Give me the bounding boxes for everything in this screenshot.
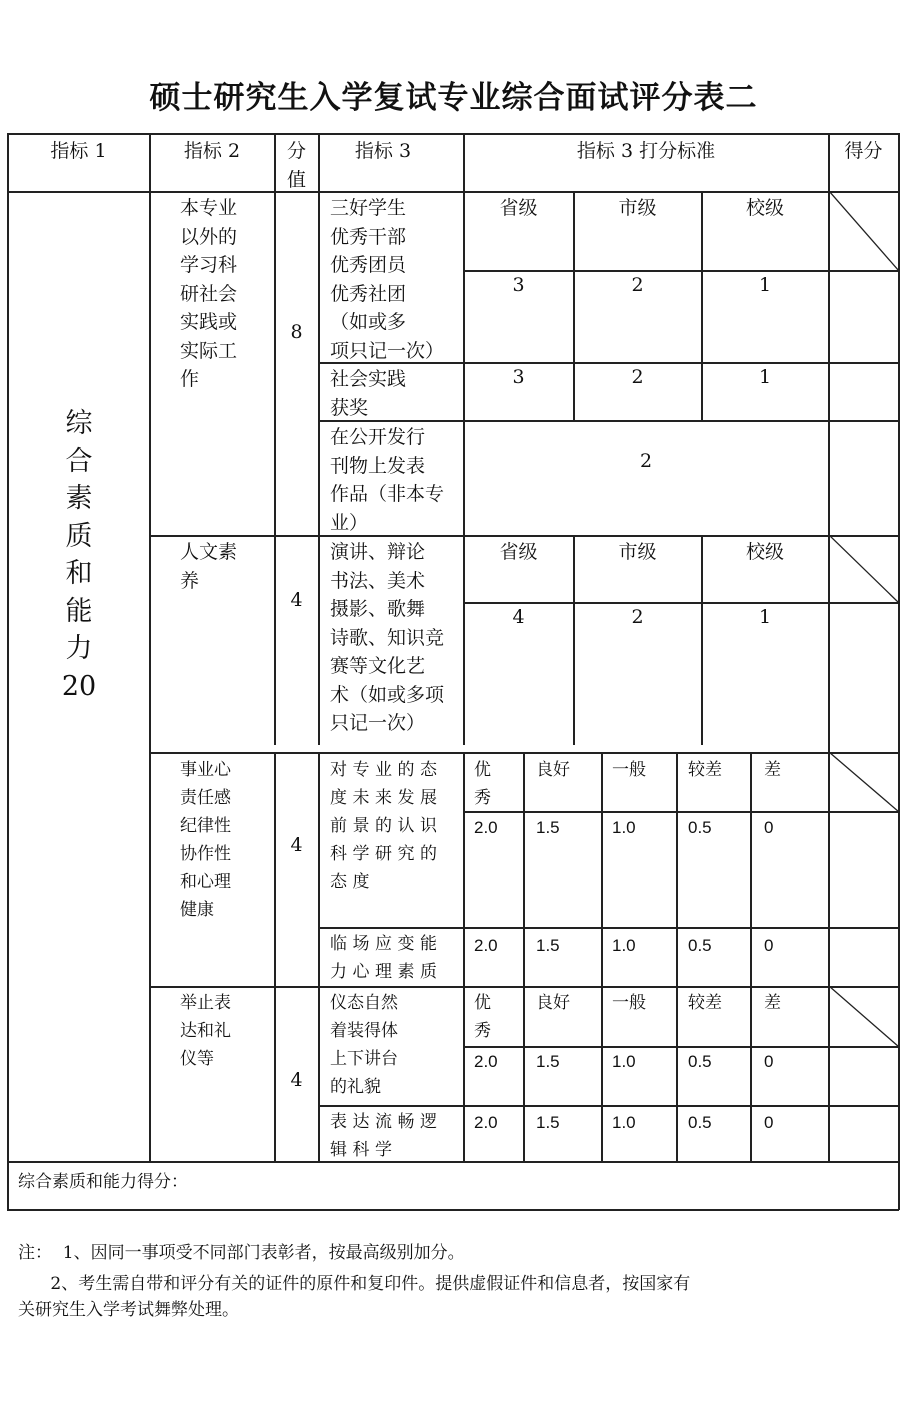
diagonal-slash-icon [829, 191, 899, 271]
s4-r1-score: 0 [764, 1052, 774, 1071]
s2-level-provincial: 省级 [499, 541, 538, 563]
note-line-1: 注： 1、因同一事项受不同部门表彰者，按最高级别加分。 [18, 1243, 465, 1263]
s1-r1-score: 1 [758, 274, 772, 296]
s2-level-city: 市级 [618, 541, 657, 563]
note-line-3: 关研究生入学考试舞弊处理。 [18, 1300, 239, 1320]
s4-indicator-2: 举止表 达和礼 仪等 [180, 993, 231, 1069]
s2-score: 1 [758, 606, 772, 628]
s1-r1-score: 2 [631, 274, 644, 296]
s1-r3-indicator-3: 在公开发行 刊物上发表 作品（非本专 业） [330, 426, 445, 534]
s3-r2-indicator-3: 临场应变能 力心理素质 [330, 934, 443, 982]
s3-grade-average: 一般 [612, 760, 646, 780]
s3-r1-score: 0 [764, 818, 774, 837]
s1-level-provincial: 省级 [499, 197, 538, 219]
category-label: 综 合 素 质 和 能 力 20 [61, 408, 97, 702]
s4-r1-indicator-3: 仪态自然 着装得体 上下讲台 的礼貌 [330, 993, 398, 1097]
s3-r2-score: 0.5 [688, 936, 712, 955]
header-score: 得分 [844, 140, 883, 162]
s1-level-city: 市级 [618, 197, 657, 219]
s3-grade-good: 良好 [536, 760, 570, 780]
s4-r1-score: 1.0 [612, 1052, 636, 1071]
s3-r2-score: 0 [764, 936, 774, 955]
header-points: 分 值 [286, 140, 306, 191]
s1-r2-score: 2 [631, 366, 644, 388]
s1-points: 8 [290, 321, 303, 343]
s2-score: 4 [512, 606, 525, 628]
s1-r1-score: 3 [512, 274, 525, 296]
s1-r2-score: 1 [758, 366, 772, 388]
s2-points: 4 [290, 589, 303, 611]
s4-r2-score: 1.0 [612, 1113, 636, 1132]
s1-r2-indicator-3: 社会实践 获奖 [330, 368, 407, 419]
s3-r2-score: 1.5 [536, 936, 560, 955]
s2-level-school: 校级 [745, 541, 784, 563]
s4-r2-score: 2.0 [474, 1113, 498, 1132]
header-indicator-3: 指标 3 [354, 140, 412, 162]
s4-r2-score: 1.5 [536, 1113, 560, 1132]
s3-grade-excellent: 优 秀 [474, 760, 491, 808]
s4-r2-score: 0.5 [688, 1113, 712, 1132]
s3-r1-score: 1.0 [612, 818, 636, 837]
s4-grade-excellent: 优 秀 [474, 993, 491, 1041]
s4-grade-bad: 差 [764, 993, 781, 1013]
s4-grade-poor: 较差 [688, 993, 722, 1013]
s4-r1-score: 0.5 [688, 1052, 712, 1071]
s4-r2-score: 0 [764, 1113, 774, 1132]
s4-points: 4 [290, 1069, 303, 1091]
s4-grade-good: 良好 [536, 993, 570, 1013]
diagonal-slash-icon [829, 752, 899, 812]
diagonal-slash-icon [829, 986, 899, 1047]
s2-indicator-2: 人文素 养 [180, 541, 238, 592]
s3-r1-indicator-3: 对专业的态 度未来发展 前景的认识 科学研究的 态度 [330, 760, 443, 892]
s3-indicator-2: 事业心 责任感 纪律性 协作性 和心理 健康 [180, 760, 231, 920]
s1-r1-indicator-3: 三好学生 优秀干部 优秀团员 优秀社团 （如或多 项只记一次） [330, 197, 445, 362]
header-scoring-criteria: 指标 3 打分标准 [576, 140, 716, 162]
s3-r1-score: 1.5 [536, 818, 560, 837]
s3-r1-score: 2.0 [474, 818, 498, 837]
header-indicator-1: 指标 1 [50, 140, 107, 162]
s4-r2-indicator-3: 表达流畅逻 辑科学 [330, 1112, 443, 1160]
s3-grade-poor: 较差 [688, 760, 722, 780]
total-score-label: 综合素质和能力得分： [18, 1172, 188, 1192]
s3-grade-bad: 差 [764, 760, 781, 780]
s2-score: 2 [631, 606, 644, 628]
s4-r1-score: 2.0 [474, 1052, 498, 1071]
s4-grade-average: 一般 [612, 993, 646, 1013]
s2-indicator-3: 演讲、辩论 书法、美术 摄影、歌舞 诗歌、知识竞 赛等文化艺 术（如或多项 只记一次） [330, 541, 445, 734]
s1-r2-score: 3 [512, 366, 525, 388]
s3-r1-score: 0.5 [688, 818, 712, 837]
note-line-2: 2、考生需自带和评分有关的证件的原件和复印件。提供虚假证件和信息者，按国家有 [18, 1274, 691, 1294]
s3-points: 4 [290, 834, 303, 856]
header-indicator-2: 指标 2 [183, 140, 241, 162]
s1-level-school: 校级 [745, 197, 784, 219]
s1-r3-score: 2 [639, 450, 653, 472]
form-title: 硕士研究生入学复试专业综合面试评分表二 [149, 80, 758, 116]
s3-r2-score: 1.0 [612, 936, 636, 955]
s3-r2-score: 2.0 [474, 936, 498, 955]
diagonal-slash-icon [829, 535, 899, 603]
s1-indicator-2: 本专业 以外的 学习科 研社会 实践或 实际工 作 [180, 197, 238, 390]
s4-r1-score: 1.5 [536, 1052, 560, 1071]
